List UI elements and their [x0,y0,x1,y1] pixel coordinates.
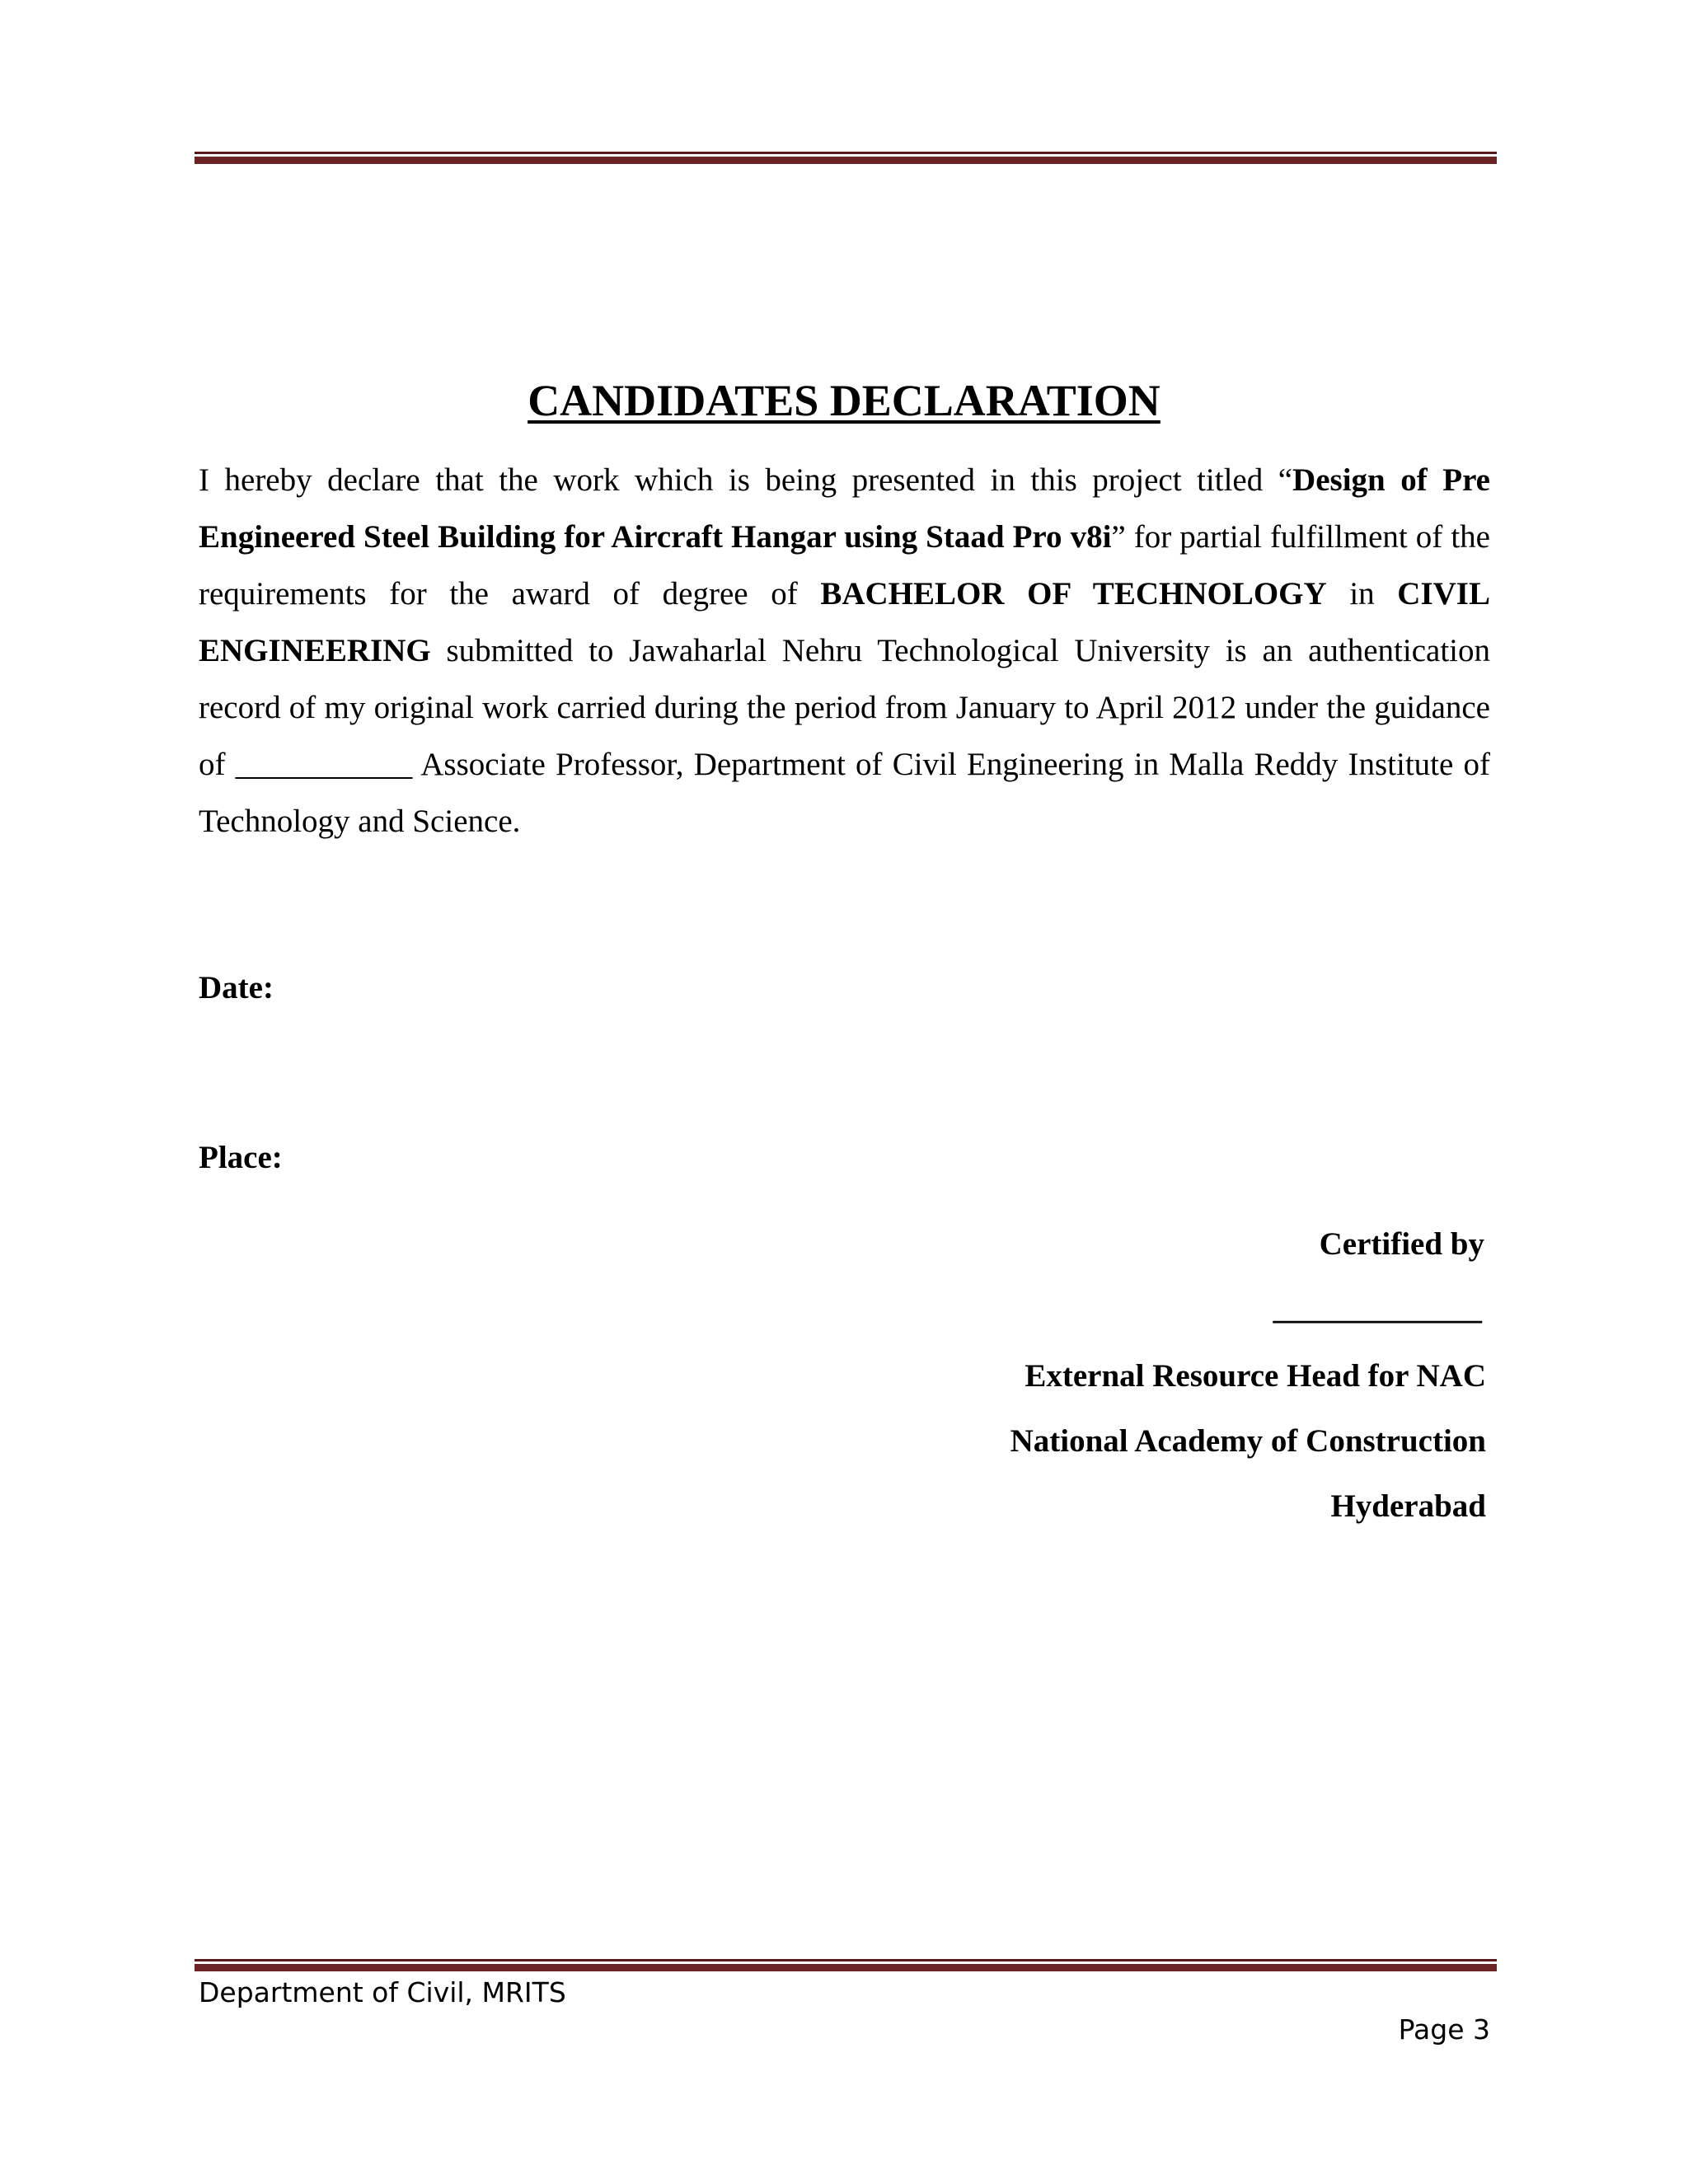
declaration-paragraph [199,452,1490,850]
paragraph-text: in [1326,576,1398,612]
page-number: Page 3 [1398,2013,1490,2046]
project-title: Design of Pre Engineered Steel Building for Aircraft Hangar using Staad Pro v8i [199,462,1490,555]
place-label: Place: [199,1140,283,1175]
paragraph-text: ” for partial fulfillment of the requirements for the award of degree of [199,519,1490,612]
degree-name: BACHELOR OF TECHNOLOGY [820,576,1327,612]
certified-by-label: Certified by [1319,1226,1484,1262]
paragraph-text: I hereby declare that the work which is being presented in this project titled “ [199,462,1293,498]
date-label: Date: [199,970,274,1005]
footer-department: Department of Civil, MRITS [199,1976,566,2008]
header-rule [195,152,1497,164]
footer-rule [195,1959,1497,1971]
signature-line: _____________ [1273,1291,1482,1326]
branch-name: CIVIL ENGINEERING [199,576,1490,668]
page-title: CANDIDATES DECLARATION [528,376,1160,425]
signatory-title: External Resource Head for NAC [1025,1358,1486,1394]
paragraph-text: submitted to Jawaharlal Nehru Technological University is an authentication record of my original work carried during the period from January to April 2012 under the guidance of ___________ Associate Professor, Department of Civil Engineering in Malla Reddy Institute of Technology and Science. [199,633,1490,839]
signatory-city: Hyderabad [1330,1488,1486,1524]
signatory-organization: National Academy of Construction [1010,1423,1486,1459]
